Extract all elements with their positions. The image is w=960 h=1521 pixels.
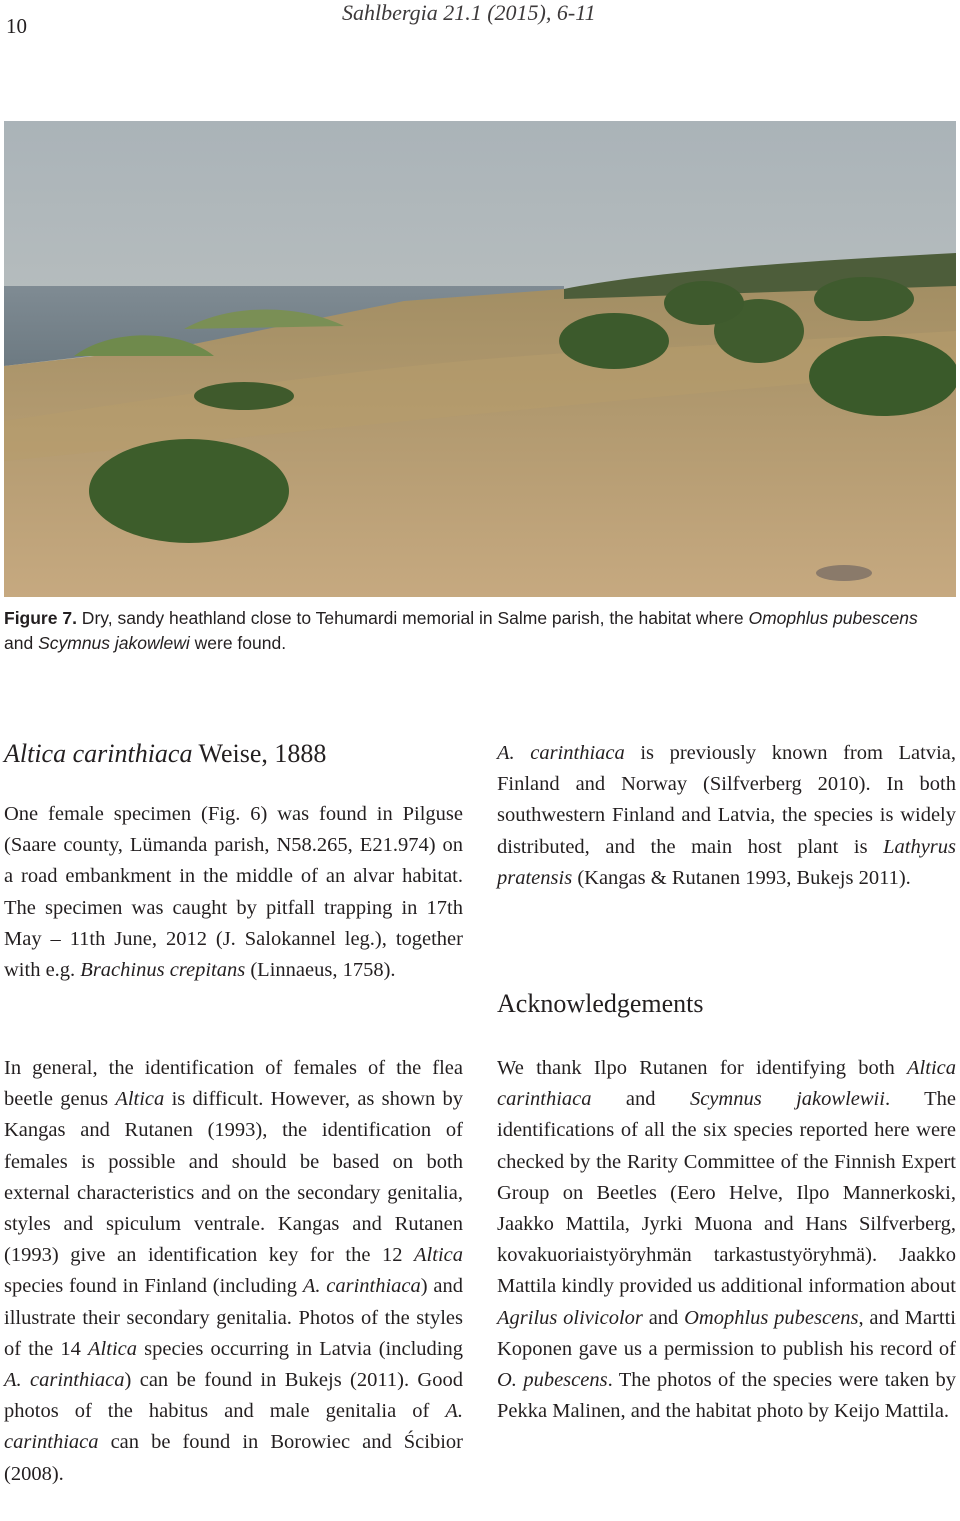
species-name: A. carinthiaca [497, 742, 625, 764]
section-heading-author: Weise, 1888 [192, 739, 327, 768]
text: and [591, 1088, 690, 1111]
species-name: Brachinus crepitans [80, 959, 246, 982]
text: ) and illustrate their secondary genitalia. Photos of the styles of the 14 [4, 1275, 463, 1360]
text: (Kangas & Rutanen 1993, Bukejs 2011). [572, 866, 911, 889]
figure-label: Figure 7. [4, 608, 77, 628]
caption-text: were found. [189, 633, 287, 653]
page-number: 10 [6, 14, 27, 38]
species-name: Scymnus jakowlewii [689, 1088, 885, 1111]
text: is difficult. However, as shown by Kangas and Rutanen (1993), the identification of females is possible and should be based on both external characteristics and on the secondary genitalia, styles and spiculum ventrale. Kangas and Rutanen (1993) give an identification key for the 12 [4, 1088, 463, 1267]
text: One female specimen (Fig. 6) was found in Pilguse (Saare county, Lümanda parish, N58.265, E21.974) on a road embankment in the middle of an alvar habitat. The specimen was caught by pitfall trapping in 17th May – 11th June, 2012 (J. Salokannel leg.), together with e.g. [4, 803, 463, 982]
left-column-top [4, 738, 463, 986]
text: species occurring in Latvia (including [137, 1337, 463, 1360]
text: and [642, 1306, 685, 1329]
paragraph [4, 1053, 463, 1490]
species-name: Agrilus olivicolor [497, 1306, 643, 1329]
text: . The identifications of all the six species reported here were checked by the Rarity Committee of the Finnish Expert Group on Beetles (Eero Helve, Ilpo Mannerkoski, Jaakko Mattila, Jyrki Muona and Hans Silfverberg, kovakuoriaistyöryhmän tarkastustyöryhmä). Jaakko Mattila kindly provided us additional information about [497, 1088, 956, 1298]
habitat-photo [4, 121, 956, 597]
species-name: Altica [88, 1337, 137, 1360]
text: (Linnaeus, 1758). [245, 959, 396, 982]
paragraph [497, 1053, 956, 1427]
species-name: O. pubescens [497, 1369, 608, 1392]
text: species found in Finland (including [4, 1275, 303, 1298]
right-column-bottom [497, 1053, 956, 1427]
caption-species: Omophlus pubescens [748, 608, 918, 628]
section-heading [4, 738, 463, 770]
text: In general, the identification of females of the flea beetle genus [4, 1057, 463, 1111]
species-name: Omophlus pubescens [684, 1306, 859, 1329]
species-name: Altica carinthiaca [497, 1057, 956, 1111]
running-head: Sahlbergia 21.1 (2015), 6-11 [342, 0, 596, 25]
species-name: Altica [115, 1088, 165, 1111]
species-name: A. carinthiaca [4, 1400, 463, 1454]
text: ) can be found in Bukejs (2011). Good photos of the habitus and male genitalia of [4, 1369, 463, 1423]
section-heading-species: Altica carinthiaca [4, 739, 193, 768]
species-name: Lathyrus pratensis [497, 835, 956, 889]
left-column-bottom [4, 1053, 463, 1490]
species-name: A. carinthiaca [302, 1275, 421, 1298]
species-name: Altica [414, 1244, 463, 1267]
right-column-top [497, 738, 956, 894]
text: is previously known from Latvia, Finland and Norway (Silfverberg 2010). In both southwestern Finland and Latvia, the species is widely distributed, and the main host plant is [497, 742, 956, 858]
text: . The photos of the species were taken by Pekka Malinen, and the habitat photo by Keijo Mattila. [497, 1369, 957, 1423]
species-name: A. carinthiaca [4, 1369, 125, 1392]
text: , and Martti Koponen gave us a permission to publish his record of [497, 1306, 957, 1360]
paragraph [4, 799, 463, 986]
paragraph [497, 738, 956, 894]
caption-text: and [4, 633, 39, 653]
figure-caption [4, 606, 949, 656]
caption-species: Scymnus jakowlewi [38, 633, 190, 653]
text: can be found in Borowiec and Ścibior (2008). [4, 1431, 463, 1485]
acknowledgements-heading: Acknowledgements [497, 989, 704, 1018]
text: We thank Ilpo Rutanen for identifying both [497, 1057, 908, 1079]
caption-text: Dry, sandy heathland close to Tehumardi memorial in Salme parish, the habitat where [76, 608, 749, 628]
